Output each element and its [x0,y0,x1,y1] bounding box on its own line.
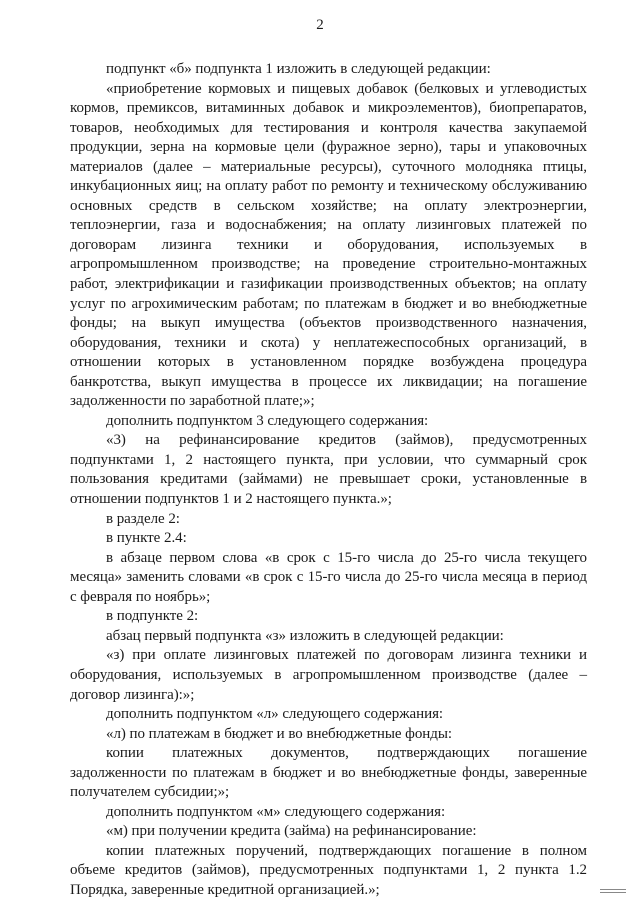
paragraph: абзац первый подпункта «з» изложить в следующей редакции: [106,627,504,644]
paragraph: «приобретение кормовых и пищевых добавок (белковых и углеводистых кормов, премиксов, витаминных добавок и микроэлементов), биопрепаратов, товаров, необходимых для тестирования и контроля качества закупаемой продукции, зерна на кормовые цели (фуражное зерно), тары и упаковочных материалов (далее – материальные ресурсы), суточного молодняка птицы, инкубационных яиц; на оплату работ по ремонту и техническому обслуживанию основных средств в сельском хозяйстве; на оплату электроэнергии, теплоэнергии, газа и водоснабжения; на оплату лизинговых платежей по договорам лизинга техники и оборудования, используемых в агропромышленном производстве; на проведение строительно-монтажных работ, электрификации и газификации производственных объектов; на оплату услуг по агрохимическим работам; по платежам в бюджет и во внебюджетные фонды; на выкуп имущества (объектов производственного назначения, оборудования, техники и скота) у неплатежеспособных организаций, в отношении которых в установленном порядке возбуждена процедура банкротства, выкуп имущества в процессе их ликвидации; на погашение задолженности по заработной плате;»; [70,80,587,410]
document-body [70,60,587,901]
paragraph: в подпункте 2: [106,608,199,625]
paragraph: в абзаце первом слова «в срок с 15-го числа до 25-го числа текущего месяца» заменить словами «в срок с 15-го числа до 25-го числа месяца в период с февраля по ноябрь»; [70,549,587,605]
paragraph: «л) по платежам в бюджет и во внебюджетные фонды: [106,725,452,742]
page-number: 2 [316,17,324,33]
paragraph: копии платежных поручений, подтверждающих погашение в полном объеме кредитов (займов), предусмотренных подпунктами 1, 2 пункта 1.2 Порядка, заверенные кредитной организацией.»; [70,842,587,898]
paragraph: дополнить подпунктом «м» следующего содержания: [106,803,446,820]
paragraph: «з) при оплате лизинговых платежей по договорам лизинга техники и оборудования, используемых в агропромышленном производстве (далее – договор лизинга):»; [70,647,587,703]
paragraph: «м) при получении кредита (займа) на рефинансирование: [106,823,477,840]
footer-mark [600,889,626,891]
paragraph: в пункте 2.4: [106,530,187,547]
paragraph: в разделе 2: [106,510,180,527]
paragraph: дополнить подпунктом «л» следующего содержания: [106,706,444,723]
paragraph: подпункт «б» подпункта 1 изложить в следующей редакции: [106,61,491,77]
paragraph: копии платежных документов, подтверждающих погашение задолженности по платежам в бюджет и во внебюджетные фонды, заверенные получателем субсидии;»; [70,745,587,801]
paragraph: «3) на рефинансирование кредитов (займов), предусмотренных подпунктами 1, 2 настоящего пункта, при условии, что суммарный срок пользования кредитами (займами) не превышает сроки, установленные в отношении подпунктов 1 и 2 настоящего пункта.»; [70,432,587,508]
paragraph: дополнить подпунктом 3 следующего содержания: [106,412,429,429]
